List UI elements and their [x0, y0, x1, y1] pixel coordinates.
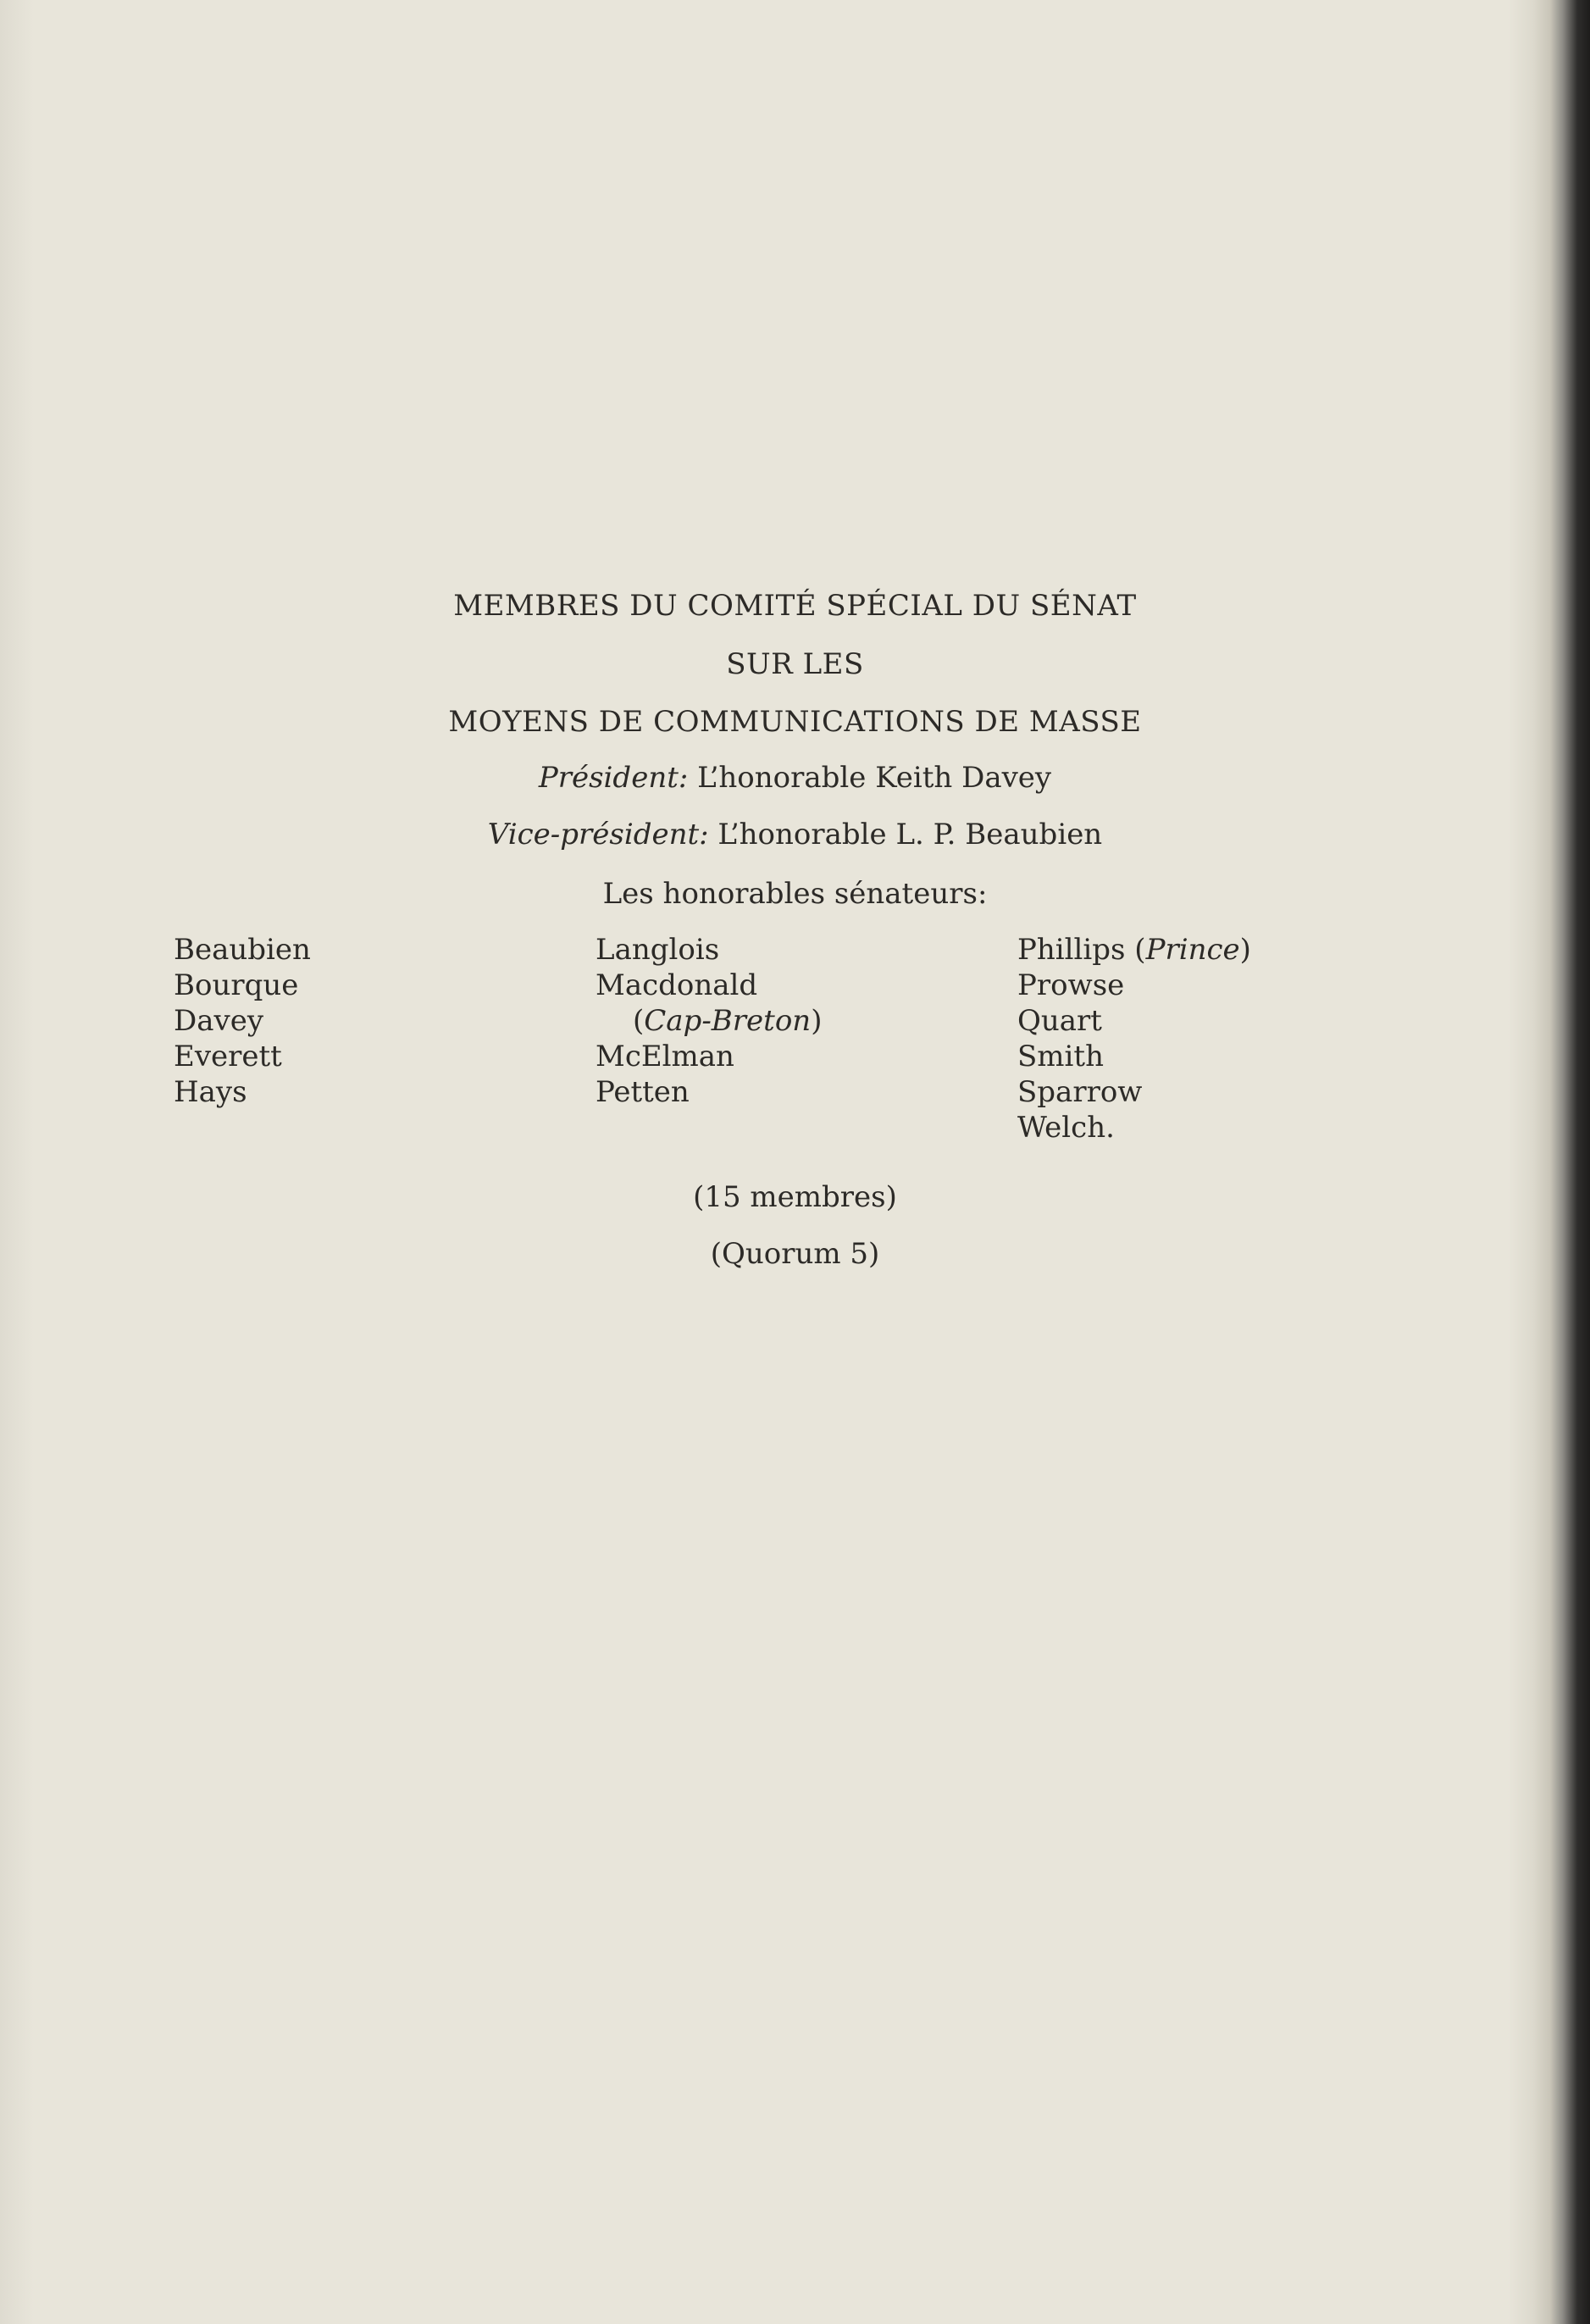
committee-title-line-3: MOYENS DE COMMUNICATIONS DE MASSE — [448, 705, 1142, 739]
senator-qualifier-text: Cap-Breton — [644, 1004, 812, 1038]
president-role: Président: — [538, 761, 689, 795]
senator-qualifier: (Cap-Breton) — [633, 1004, 823, 1038]
senator-name: Prowse — [1017, 968, 1125, 1002]
senator-name: Sparrow — [1017, 1075, 1143, 1109]
senator-name: Smith — [1017, 1040, 1104, 1073]
vice-president-name: L’honorable L. P. Beaubien — [717, 818, 1103, 851]
senators-column-2 — [596, 932, 822, 1110]
senator-name: McElman — [596, 1040, 734, 1073]
senator-name: Langlois — [596, 933, 720, 967]
senator-name: Bourque — [174, 968, 299, 1002]
vice-president-role: Vice-président: — [487, 818, 709, 851]
senators-label: Les honorables sénateurs: — [602, 877, 988, 911]
members-count: (15 membres) — [693, 1180, 897, 1214]
committee-title-line-2: SUR LES — [726, 647, 864, 681]
vice-president-line — [0, 818, 1590, 851]
senator-name: Hays — [174, 1075, 247, 1109]
senator-name: Beaubien — [174, 933, 311, 967]
senator-name: Quart — [1017, 1004, 1102, 1038]
senator-name: Everett — [174, 1040, 282, 1073]
senator-name: Petten — [596, 1075, 690, 1109]
senator-qualifier-text: Prince — [1145, 933, 1240, 967]
president-name: L’honorable Keith Davey — [697, 761, 1052, 795]
senators-column-1 — [174, 932, 311, 1110]
senator-name: Phillips — [1017, 933, 1126, 967]
senators-column-3 — [1017, 932, 1251, 1145]
senator-name: Davey — [174, 1004, 264, 1038]
president-line — [0, 761, 1590, 795]
senator-name: Welch. — [1017, 1111, 1115, 1145]
senator-name: Macdonald — [596, 968, 758, 1002]
committee-title-line-1: MEMBRES DU COMITÉ SPÉCIAL DU SÉNAT — [453, 589, 1137, 623]
quorum: (Quorum 5) — [710, 1237, 880, 1271]
senator-name-with-qualifier: Phillips (Prince) — [1017, 933, 1251, 967]
